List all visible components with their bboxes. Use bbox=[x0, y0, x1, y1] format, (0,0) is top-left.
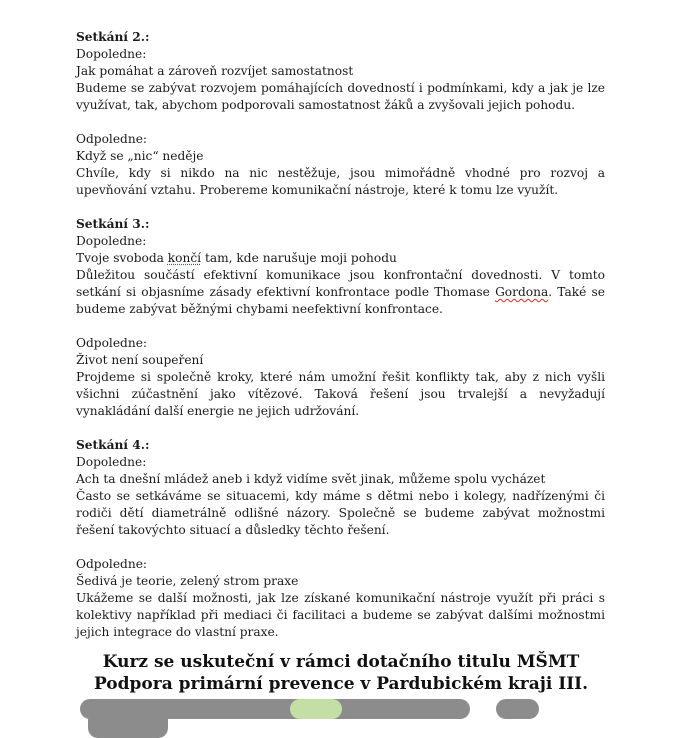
topic-title: Život není soupeření bbox=[76, 353, 204, 367]
decorative-bar-small bbox=[496, 699, 539, 719]
footer-line-1: Kurz se uskuteční v rámci dotačního titulu MŠMT bbox=[102, 652, 580, 672]
description-text-start: Důležitou součástí efektivní komunikace jsou konfrontační dovednosti. V tomto setkání si objasníme zásady efektivní konfrontace podle Thomase bbox=[76, 268, 605, 299]
session-2-afternoon bbox=[76, 131, 605, 199]
topic-description: Ukážeme se další možnosti, jak lze získané komunikační nástroje využít při práci s kolektivy například při mediaci či facilitaci a budeme se zabývat dalšími možnostmi jejich integrace do vlastní praxe. bbox=[76, 591, 605, 639]
period-label: Odpoledne: bbox=[76, 132, 148, 146]
session-3-afternoon bbox=[76, 335, 605, 420]
topic-description: Často se setkáváme se situacemi, kdy máme s dětmi nebo i kolegy, nadřízenými či rodiči dětí diametrálně odlišné názory. Společně se budeme zabývat možnostmi řešení takovýchto situací a důsledky těchto řešení. bbox=[76, 489, 605, 537]
period-label: Odpoledne: bbox=[76, 557, 148, 571]
decorative-bar-green bbox=[290, 699, 342, 719]
topic-text-end: tam, kde narušuje moji pohodu bbox=[201, 251, 397, 265]
topic-description: Budeme se zabývat rozvojem pomáhajících dovedností i podmínkami, kdy a jak je lze využívat, tak, abychom podporovali samostatnost žáků a zvyšovali jejich pohodu. bbox=[76, 81, 605, 112]
topic-description bbox=[76, 267, 605, 318]
decorative-bar-main bbox=[80, 699, 470, 719]
topic-description: Chvíle, kdy si nikdo na nic nestěžuje, jsou mimořádně vhodné pro rozvoj a upevňování vztahu. Probereme komunikační nástroje, které k tomu lze využít. bbox=[76, 166, 605, 197]
period-label: Dopoledne: bbox=[76, 455, 147, 469]
topic-title: Šedivá je teorie, zelený strom praxe bbox=[76, 574, 299, 588]
session-4-afternoon bbox=[76, 556, 605, 641]
session-title: Setkání 2.: bbox=[76, 30, 150, 44]
description-text-end: . Také se budeme zabývat běžnými chybami neefektivní konfrontace. bbox=[76, 285, 606, 316]
topic-description: Projdeme si společně kroky, které nám umožní řešit konflikty tak, aby z nich vyšli všichni zúčastnění jako vítězové. Taková řešení jsou trvalejší a nevyžadují vynakládání další energie ne jejich udržování. bbox=[76, 370, 605, 418]
document-body bbox=[76, 29, 605, 658]
period-label: Dopoledne: bbox=[76, 47, 147, 61]
session-3 bbox=[76, 216, 605, 318]
funding-footer bbox=[0, 651, 682, 695]
topic-title bbox=[76, 250, 605, 267]
session-title: Setkání 3.: bbox=[76, 217, 150, 231]
session-4 bbox=[76, 437, 605, 539]
period-label: Dopoledne: bbox=[76, 234, 147, 248]
topic-title: Ach ta dnešní mládež aneb i když vidíme svět jinak, můžeme spolu vycházet bbox=[76, 472, 546, 486]
session-2 bbox=[76, 29, 605, 114]
period-label: Odpoledne: bbox=[76, 336, 148, 350]
topic-text-start: Tvoje svoboda bbox=[76, 251, 168, 265]
grammar-marked-word[interactable]: končí bbox=[167, 251, 202, 265]
topic-title: Jak pomáhat a zároveň rozvíjet samostatnost bbox=[76, 64, 354, 78]
decorative-bar-lower bbox=[88, 719, 168, 738]
misspelled-word[interactable]: Gordona bbox=[495, 285, 549, 299]
session-title: Setkání 4.: bbox=[76, 438, 150, 452]
topic-title: Když se „nic“ neděje bbox=[76, 149, 204, 163]
footer-line-2: Podpora primární prevence v Pardubickém kraji III. bbox=[93, 674, 589, 694]
